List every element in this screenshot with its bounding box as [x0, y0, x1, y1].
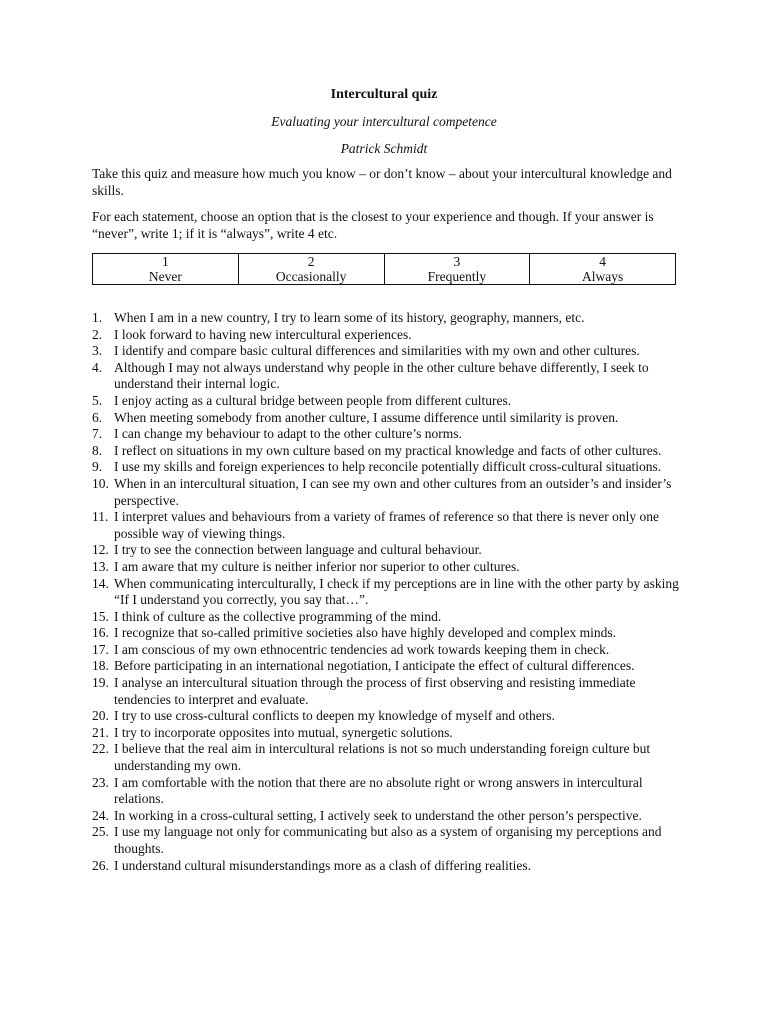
statement-item: [92, 410, 682, 427]
statement-number: 8.: [92, 442, 103, 458]
statement-item: [92, 327, 682, 344]
statement-text: I interpret values and behaviours from a variety of frames of reference so that there is never only one possible way of viewing things.: [114, 509, 660, 541]
statement-text: When communicating interculturally, I check if my perceptions are in line with the other party by asking “If I understand you correctly, you say that…”.: [114, 575, 679, 608]
statement-text: When I am in a new country, I try to learn some of its history, geography, manners, etc.: [114, 310, 585, 325]
statement-item: [92, 741, 682, 774]
scale-label: Occasionally: [275, 269, 347, 284]
statement-number: 15.: [92, 608, 109, 624]
scale-label: Always: [582, 269, 624, 284]
statement-text: In working in a cross-cultural setting, I actively seek to understand the other person’s perspective.: [114, 807, 642, 823]
statement-number: 5.: [92, 392, 103, 408]
statement-number: 6.: [92, 409, 103, 425]
statement-text: I believe that the real aim in intercultural relations is not so much understanding foreign culture but understanding my own.: [114, 741, 651, 774]
statement-text: Before participating in an international negotiation, I anticipate the effect of cultural differences.: [114, 658, 635, 674]
statement-item: [92, 360, 682, 393]
statement-item: [92, 343, 682, 360]
statement-item: [92, 858, 682, 875]
statement-text: I try to see the connection between language and cultural behaviour.: [114, 542, 482, 558]
statement-number: 7.: [92, 426, 103, 442]
statement-item: [92, 708, 682, 725]
statement-item: [92, 542, 682, 559]
statement-item: [92, 808, 682, 825]
statement-item: [92, 625, 682, 642]
statement-text: I think of culture as the collective programming of the mind.: [114, 608, 442, 624]
statement-item: [92, 476, 682, 509]
statement-number: 10.: [92, 475, 109, 491]
scale-number: 3: [453, 254, 461, 269]
statement-number: 25.: [92, 824, 109, 840]
rating-scale-table: [92, 253, 676, 285]
statement-number: 23.: [92, 774, 109, 790]
statement-number: 17.: [92, 641, 109, 657]
statement-number: 4.: [92, 359, 103, 375]
statement-item: [92, 559, 682, 576]
scale-cell-1: [93, 254, 239, 285]
statement-number: 19.: [92, 675, 109, 691]
statement-text: Although I may not always understand why people in the other culture behave differently, I seek to understand their internal logic.: [114, 359, 649, 392]
statement-number: 16.: [92, 625, 109, 641]
statement-text: I am conscious of my own ethnocentric tendencies ad work towards keeping them in check.: [114, 641, 610, 657]
statement-item: [92, 576, 682, 609]
statement-text: I try to incorporate opposites into mutual, synergetic solutions.: [114, 724, 453, 740]
statement-number: 20.: [92, 708, 109, 724]
document-subtitle: Evaluating your intercultural competence: [271, 114, 497, 129]
statement-item: [92, 426, 682, 443]
statement-list: [92, 310, 682, 874]
statement-item: [92, 642, 682, 659]
document-author: Patrick Schmidt: [340, 141, 428, 156]
statement-number: 21.: [92, 724, 109, 740]
statement-item: [92, 725, 682, 742]
statement-item: [92, 675, 682, 708]
statement-item: [92, 509, 682, 542]
statement-number: 13.: [92, 558, 109, 574]
statement-number: 1.: [92, 310, 103, 325]
statement-item: [92, 824, 682, 857]
statement-number: 18.: [92, 658, 109, 674]
scale-number: 4: [599, 254, 606, 269]
statement-text: I use my language not only for communicating but also as a system of organising my perceptions and thoughts.: [114, 824, 662, 856]
statement-text: I can change my behaviour to adapt to the other culture’s norms.: [114, 426, 462, 442]
statement-text: I analyse an intercultural situation through the process of first observing and resisting immediate tendencies to interpret and evaluate.: [114, 675, 636, 707]
statement-item: [92, 609, 682, 626]
scale-cell-2: [238, 254, 384, 285]
statement-number: 24.: [92, 807, 109, 823]
statement-text: I use my skills and foreign experiences to help reconcile potentially difficult cross-cultural situations.: [114, 459, 662, 475]
statement-text: I reflect on situations in my own culture based on my practical knowledge and facts of other cultures.: [114, 442, 662, 458]
statement-text: I try to use cross-cultural conflicts to deepen my knowledge of myself and others.: [114, 708, 555, 724]
scale-cell-4: [530, 254, 676, 285]
statement-text: When meeting somebody from another culture, I assume difference until similarity is proven.: [114, 409, 619, 425]
statement-number: 14.: [92, 575, 109, 591]
scale-label: Frequently: [427, 269, 487, 284]
statement-number: 2.: [92, 326, 103, 342]
statement-text: I enjoy acting as a cultural bridge between people from different cultures.: [114, 392, 512, 408]
scale-number: 1: [162, 254, 169, 269]
rating-scale-row: [93, 254, 676, 285]
scale-label: Never: [148, 269, 182, 284]
statement-number: 11.: [92, 509, 109, 525]
statement-item: [92, 310, 682, 327]
instructions-paragraph: For each statement, choose an option that is the closest to your experience and though. If your answer is “never”, write 1; if it is “always”, write 4 etc.: [92, 209, 654, 241]
statement-item: [92, 393, 682, 410]
statement-item: [92, 459, 682, 476]
statement-number: 3.: [92, 343, 103, 359]
statement-item: [92, 443, 682, 460]
scale-cell-3: [384, 254, 530, 285]
statement-text: I am comfortable with the notion that there are no absolute right or wrong answers in intercultural relations.: [114, 774, 643, 807]
statement-text: I identify and compare basic cultural differences and similarities with my own and other cultures.: [114, 343, 640, 359]
document-title: Intercultural quiz: [330, 87, 438, 102]
intro-paragraph: Take this quiz and measure how much you know – or don’t know – about your intercultural knowledge and skills.: [92, 166, 672, 198]
statement-item: [92, 658, 682, 675]
statement-text: I am aware that my culture is neither inferior nor superior to other cultures.: [114, 558, 520, 574]
statement-text: When in an intercultural situation, I can see my own and other cultures from an outsider’s and insider’s perspective.: [114, 475, 672, 508]
statement-text: I recognize that so-called primitive societies also have highly developed and complex minds.: [114, 625, 616, 641]
statement-number: 9.: [92, 459, 103, 475]
statement-number: 26.: [92, 857, 109, 873]
statement-number: 12.: [92, 542, 109, 558]
statement-text: I look forward to having new intercultural experiences.: [114, 326, 412, 342]
scale-number: 2: [307, 254, 315, 269]
statement-item: [92, 775, 682, 808]
statement-number: 22.: [92, 741, 109, 757]
statement-text: I understand cultural misunderstandings more as a clash of differing realities.: [114, 857, 532, 873]
